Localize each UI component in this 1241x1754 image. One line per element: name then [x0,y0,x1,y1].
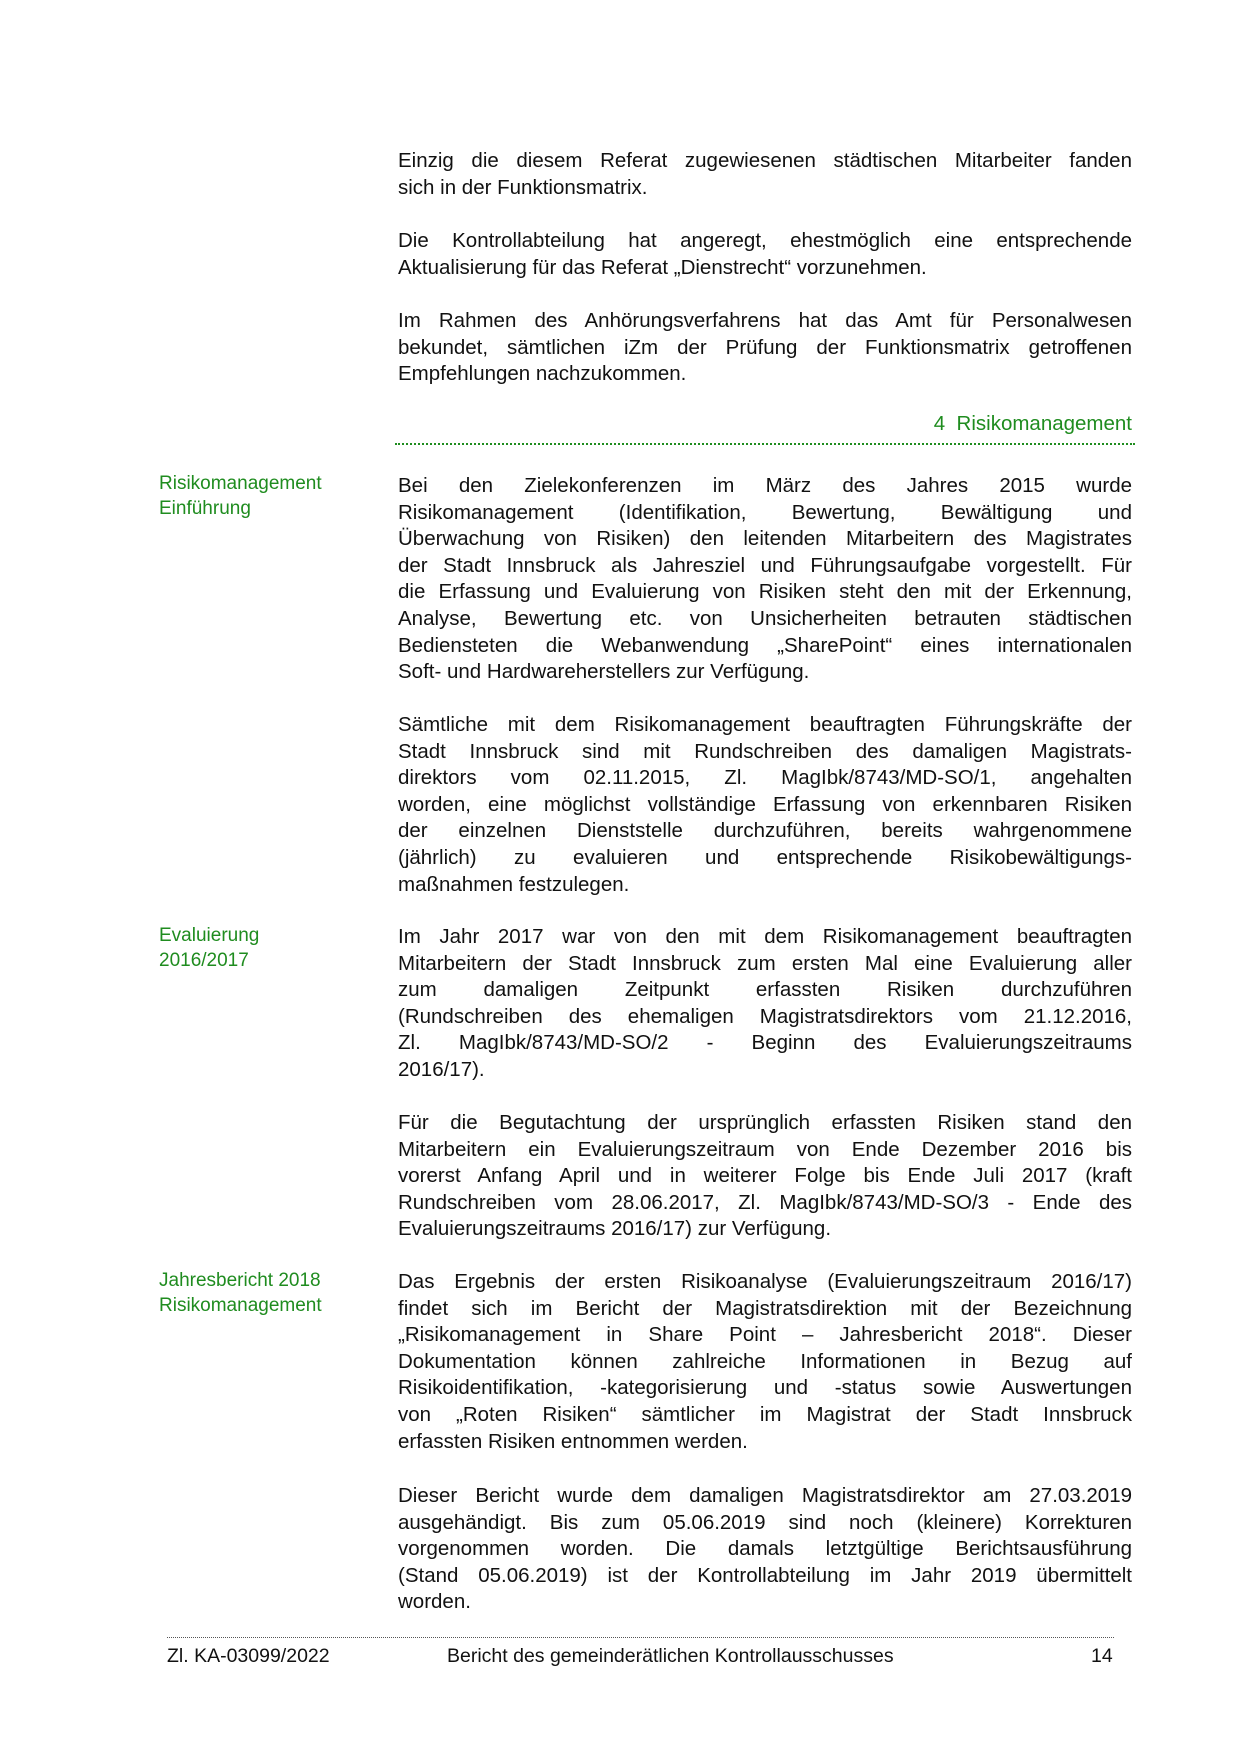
text-line: Rundschreiben vom 28.06.2017, Zl. MagIbk/8743/MD-SO/3 - Ende des [398,1190,1132,1214]
paragraph [398,924,1132,1084]
text-line: worden, eine möglichst vollständige Erfassung von erkennbaren Risiken [398,792,1132,816]
side-note [159,1269,379,1318]
text-line: (jährlich) zu evaluieren und entsprechende Risikobewältigungs- [398,845,1132,869]
side-note-line: 2016/2017 [159,949,249,971]
text-line: Aktualisierung für das Referat „Dienstrecht“ vorzunehmen. [398,255,927,279]
text-line: zum damaligen Zeitpunkt erfassten Risiken durchzuführen [398,978,1132,1002]
text-line: Analyse, Bewertung etc. von Unsicherheiten betrauten städtischen [398,606,1132,630]
text-line: Im Rahmen des Anhörungsverfahrens hat das Amt für Personalwesen [398,309,1132,332]
section-heading: 4 Risikomanagement [933,412,1132,435]
side-note-line: Einführung [159,497,251,519]
footer-title: Bericht des gemeinderätlichen Kontrollausschusses [447,1645,894,1667]
side-note [159,924,379,973]
text-line: von „Roten Risiken“ sämtlicher im Magistrat der Stadt Innsbruck [398,1402,1132,1426]
section-heading-rule [395,443,1135,445]
text-line: Evaluierungszeitraums 2016/17) zur Verfügung. [398,1217,832,1241]
text-line: findet sich im Bericht der Magistratsdirektion mit der Bezeichnung [398,1296,1132,1320]
text-line: Bediensteten die Webanwendung „SharePoint“ eines internationalen [398,633,1132,657]
text-line: Dieser Bericht wurde dem damaligen Magistratsdirektor am 27.03.2019 [398,1484,1132,1507]
paragraph [398,308,1132,388]
text-line: der einzelnen Dienststelle durchzuführen, bereits wahrgenommene [398,819,1132,843]
paragraph [398,473,1132,686]
text-line: Bei den Zielekonferenzen im März des Jahres 2015 wurde [398,474,1132,497]
side-note-line: Jahresbericht 2018 [159,1270,321,1291]
paragraph [398,1110,1132,1243]
footer-rule [167,1637,1114,1638]
text-line: Mitarbeitern der Stadt Innsbruck zum ersten Mal eine Evaluierung aller [398,951,1132,975]
paragraph [398,148,1132,201]
text-line: Soft- und Hardwareherstellers zur Verfügung. [398,660,810,684]
side-note [159,472,379,521]
side-note-line: Risikomanagement [159,1294,322,1316]
text-line: Im Jahr 2017 war von den mit dem Risikomanagement beauftragten [398,925,1132,948]
text-line: Einzig die diesem Referat zugewiesenen städtischen Mitarbeiter fanden [398,149,1132,172]
page-number: 14 [1091,1645,1113,1667]
paragraph [398,712,1132,898]
text-line: Das Ergebnis der ersten Risikoanalyse (Evaluierungszeitraum 2016/17) [398,1270,1132,1293]
text-line: „Risikomanagement in Share Point – Jahresbericht 2018“. Dieser [398,1323,1132,1347]
text-line: direktors vom 02.11.2015, Zl. MagIbk/8743/MD-SO/1, angehalten [398,766,1132,790]
text-line: erfassten Risiken entnommen werden. [398,1429,748,1453]
text-line: ausgehändigt. Bis zum 05.06.2019 sind noch (kleinere) Korrekturen [398,1510,1132,1534]
text-line: (Stand 05.06.2019) ist der Kontrollabteilung im Jahr 2019 übermittelt [398,1563,1132,1587]
text-line: maßnahmen festzulegen. [398,872,630,896]
text-line: Stadt Innsbruck sind mit Rundschreiben des damaligen Magistrats- [398,739,1132,763]
paragraph [398,1269,1132,1455]
text-line: Mitarbeitern ein Evaluierungszeitraum von Ende Dezember 2016 bis [398,1137,1132,1161]
text-line: Empfehlungen nachzukommen. [398,362,687,386]
text-line: (Rundschreiben des ehemaligen Magistratsdirektors vom 21.12.2016, [398,1004,1132,1028]
text-line: Zl. MagIbk/8743/MD-SO/2 - Beginn des Evaluierungszeitraums [398,1031,1132,1055]
text-line: 2016/17). [398,1057,485,1081]
side-note-line: Evaluierung [159,925,260,946]
paragraph [398,1483,1132,1616]
text-line: der Stadt Innsbruck als Jahresziel und Führungsaufgabe vorgestellt. Für [398,553,1132,577]
text-line: Sämtliche mit dem Risikomanagement beauftragten Führungskräfte der [398,713,1132,736]
paragraph [398,228,1132,281]
text-line: worden. [398,1590,471,1614]
side-note-line: Risikomanagement [159,473,322,494]
text-line: Für die Begutachtung der ursprünglich erfassten Risiken stand den [398,1111,1132,1134]
text-line: bekundet, sämtlichen iZm der Prüfung der Funktionsmatrix getroffenen [398,335,1132,359]
text-line: vorgenommen worden. Die damals letztgültige Berichtsausführung [398,1537,1132,1561]
text-line: Risikoidentifikation, -kategorisierung und -status sowie Auswertungen [398,1376,1132,1400]
text-line: sich in der Funktionsmatrix. [398,175,648,199]
text-line: die Erfassung und Evaluierung von Risiken steht den mit der Erkennung, [398,580,1132,604]
text-line: vorerst Anfang April und in weiterer Folge bis Ende Juli 2017 (kraft [398,1164,1132,1188]
text-line: Dokumentation können zahlreiche Informationen in Bezug auf [398,1349,1132,1373]
text-line: Risikomanagement (Identifikation, Bewertung, Bewältigung und [398,500,1132,524]
footer-reference: Zl. KA-03099/2022 [167,1645,330,1667]
text-line: Überwachung von Risiken) den leitenden Mitarbeitern des Magistrates [398,527,1132,551]
text-line: Die Kontrollabteilung hat angeregt, ehestmöglich eine entsprechende [398,229,1132,252]
